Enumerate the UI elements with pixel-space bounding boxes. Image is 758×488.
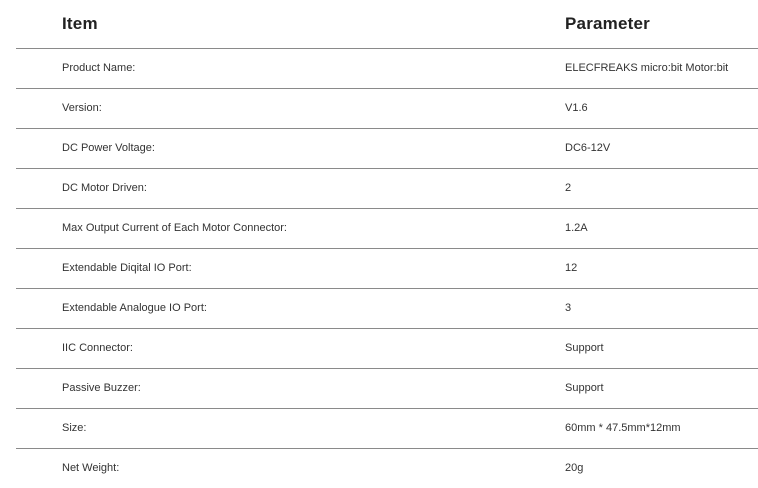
row-item-label: DC Motor Driven: <box>62 182 147 194</box>
table-body <box>16 49 758 488</box>
table-row <box>16 409 758 449</box>
row-item-label: Extendable Analogue IO Port: <box>62 302 207 314</box>
row-item-label: DC Power Voltage: <box>62 142 155 154</box>
row-item-label: Net Weight: <box>62 462 120 474</box>
table-row <box>16 89 758 129</box>
row-parameter-value: 1.2A <box>565 222 588 234</box>
table-row <box>16 169 758 209</box>
table-row <box>16 449 758 488</box>
row-item-label: Extendable Diqital IO Port: <box>62 262 192 274</box>
table-header <box>16 0 758 49</box>
row-parameter-value: 3 <box>565 302 572 314</box>
row-parameter-value: Support <box>565 382 604 394</box>
table-row <box>16 249 758 289</box>
table-row <box>16 129 758 169</box>
row-item-label: Size: <box>62 422 87 434</box>
row-parameter-value: 20g <box>565 462 584 474</box>
row-parameter-value: 60mm * 47.5mm*12mm <box>565 422 681 434</box>
table-row <box>16 329 758 369</box>
table-row <box>16 289 758 329</box>
table-row <box>16 49 758 89</box>
row-parameter-value: 2 <box>565 182 572 194</box>
row-parameter-value: V1.6 <box>565 102 588 114</box>
row-item-label: Passive Buzzer: <box>62 382 141 394</box>
row-item-label: Product Name: <box>62 62 136 74</box>
table-row <box>16 369 758 409</box>
row-item-label: Max Output Current of Each Motor Connector: <box>62 222 287 234</box>
row-parameter-value: Support <box>565 342 604 354</box>
header-item: Item <box>62 14 98 33</box>
row-item-label: Version: <box>62 102 102 114</box>
row-item-label: IIC Connector: <box>62 342 133 354</box>
table-row <box>16 209 758 249</box>
row-parameter-value: 12 <box>565 262 578 274</box>
header-parameter: Parameter <box>565 14 650 33</box>
row-parameter-value: ELECFREAKS micro:bit Motor:bit <box>565 62 729 74</box>
spec-table <box>16 0 758 488</box>
row-parameter-value: DC6-12V <box>565 142 611 154</box>
